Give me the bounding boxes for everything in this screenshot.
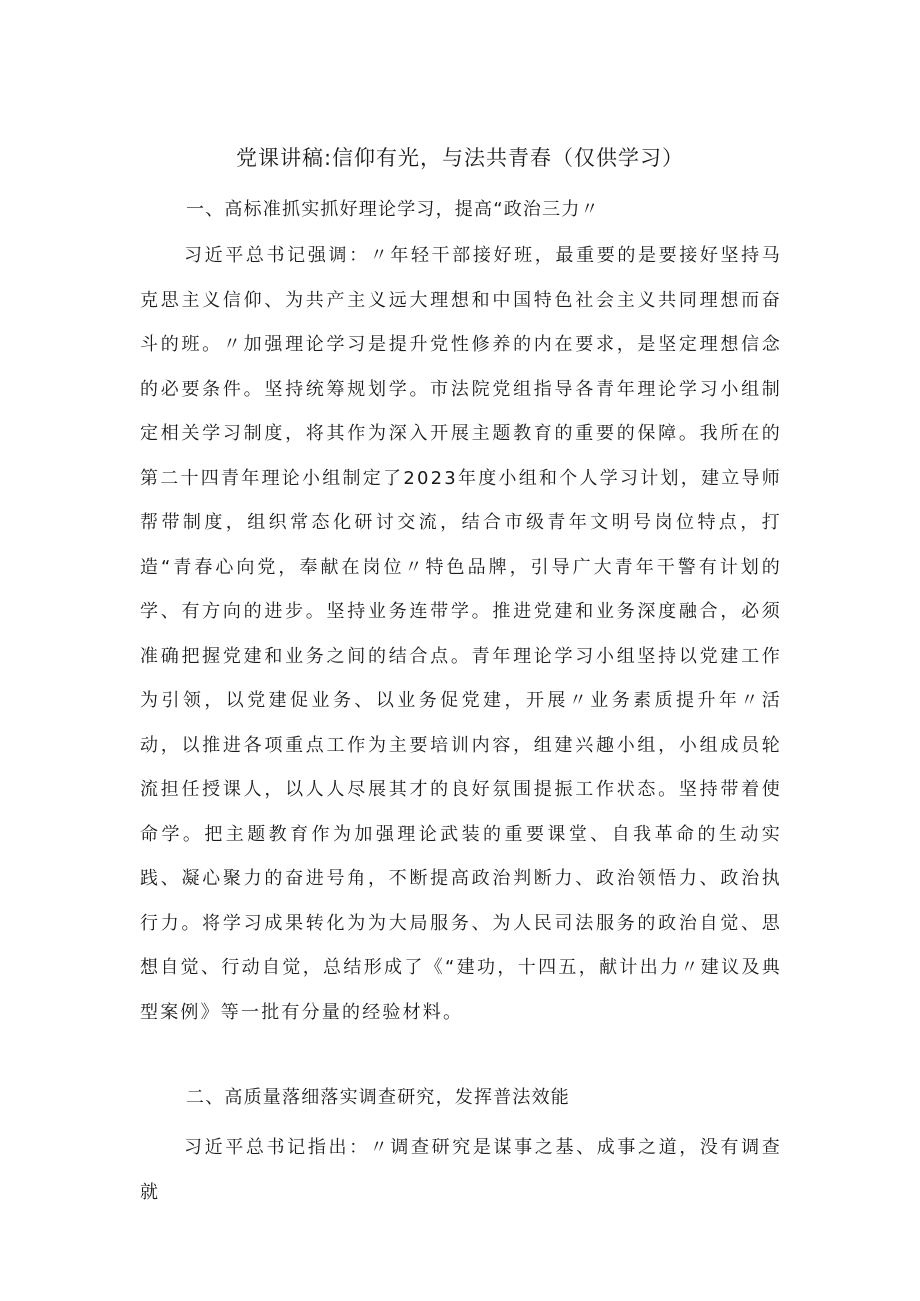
section-paragraph-1: 习近平总书记强调：〃年轻干部接好班，最重要的是要接好坚持马克思主义信仰、为共产主义远大理想和中国特色社会主义共同理想而奋斗的班。〃加强理论学习是提升党性修养的内在要求，是坚定理想信念的必要条件。坚持统筹规划学。市法院党组指导各青年理论学习小组制定相关学习制度，将其作为深入开展主题教育的重要的保障。我所在的第二十四青年理论小组制定了2023年度小组和个人学习计划，建立导师帮带制度，组织常态化研讨交流，结合市级青年文明号岗位特点，打造“青春心向党，奉献在岗位〃特色品牌，引导广大青年干警有计划的学、有方向的进步。坚持业务连带学。推进党建和业务深度融合，必须准确把握党建和业务之间的结合点。青年理论学习小组坚持以党建工作为引领，以党建促业务、以业务促党建，开展〃业务素质提升年〃活动，以推进各项重点工作为主要培训内容，组建兴趣小组，小组成员轮流担任授课人，以人人尽展其才的良好氛围提振工作状态。坚持带着使命学。把主题教育作为加强理论武装的重要课堂、自我革命的生动实践、凝心聚力的奋进号角，不断提高政治判断力、政治领悟力、政治执行力。将学习成果转化为为大局服务、为人民司法服务的政治自觉、思想自觉、行动自觉，总结形成了《“建功，十四五，献计出力〃建议及典型案例》等一批有分量的经验材料。 [140,245,782,1023]
section-heading-1: 一、高标准抓实抓好理论学习，提高“政治三力〃 [186,199,600,220]
section-paragraph-2: 习近平总书记指出：〃调查研究是谋事之基、成事之道，没有调查就 [140,1137,782,1203]
document-title: 党课讲稿:信仰有光，与法共青春（仅供学习） [235,146,685,170]
section-heading-2: 二、高质量落细落实调查研究，发挥普法效能 [186,1087,570,1108]
